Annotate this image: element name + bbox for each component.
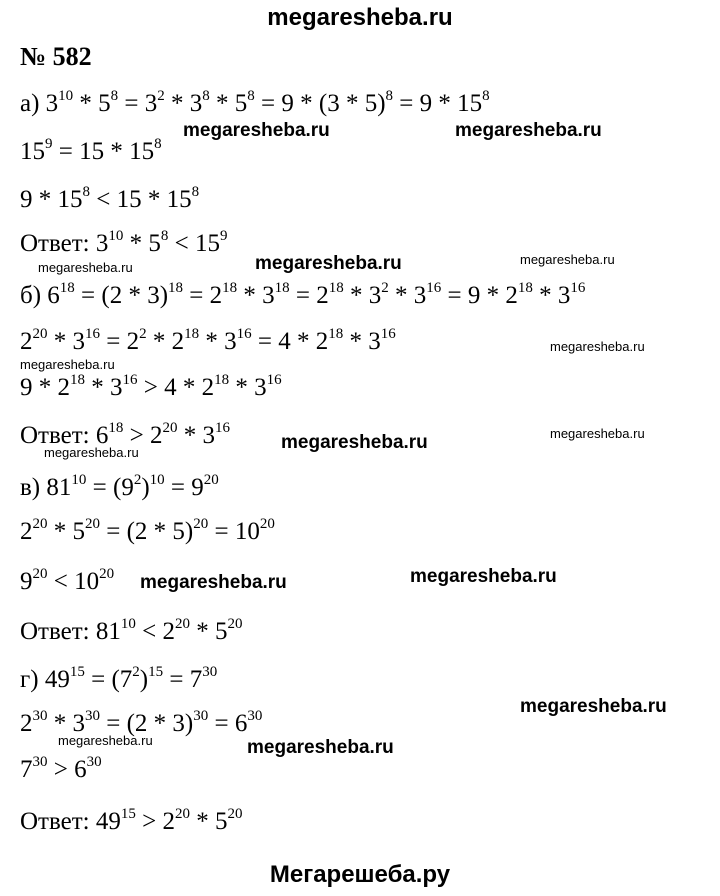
solution-line: Ответ: $3^{10} * 5^8 < 15^9$ xyxy=(20,228,228,257)
solution-line: $9^{20} < 10^{20}$ xyxy=(20,566,115,595)
solution-line: $15^9 = 15 * 15^8$ xyxy=(20,136,162,165)
watermark: megaresheba.ru xyxy=(550,339,645,354)
watermark: megaresheba.ru xyxy=(550,426,645,441)
watermark: megaresheba.ru xyxy=(255,253,402,274)
watermark: megaresheba.ru xyxy=(20,357,115,372)
site-footer: Мегарешеба.ру xyxy=(269,861,451,888)
solution-line: Ответ: $6^{18} > 2^{20} * 3^{16}$ xyxy=(20,420,230,449)
solution-line: $2^{20} * 5^{20} = (2 * 5)^{20} = 10^{20}$ xyxy=(20,516,275,545)
solution-line: $7^{30} > 6^{30}$ xyxy=(20,754,102,783)
site-header: megaresheba.ru xyxy=(267,4,453,31)
solution-line: $9 * 15^8 < 15 * 15^8$ xyxy=(20,184,200,213)
watermark: megaresheba.ru xyxy=(140,572,287,593)
watermark: megaresheba.ru xyxy=(520,696,667,717)
watermark: megaresheba.ru xyxy=(281,432,428,453)
solution-line: б) $6^{18} = (2 * 3)^{18} = 2^{18} * 3^{18} = 2^{18} * 3^2 * 3^{16} = 9 * 2^{18} * 3^{16}$ xyxy=(20,280,586,309)
solution-line: Ответ: $81^{10} < 2^{20} * 5^{20}$ xyxy=(20,616,243,645)
solution-line: $9 * 2^{18} * 3^{16} > 4 * 2^{18} * 3^{16}$ xyxy=(20,372,282,401)
solution-line: а) $3^{10} * 5^8 = 3^2 * 3^8 * 5^8 = 9 * (3 * 5)^8 = 9 * 15^8$ xyxy=(20,88,490,117)
problem-number: № 582 xyxy=(20,42,92,71)
watermark: megaresheba.ru xyxy=(410,566,557,587)
watermark: megaresheba.ru xyxy=(247,737,394,758)
solution-line: $2^{20} * 3^{16} = 2^2 * 2^{18} * 3^{16} = 4 * 2^{18} * 3^{16}$ xyxy=(20,326,396,355)
solution-line: г) $49^{15} = (7^2)^{15} = 7^{30}$ xyxy=(20,664,218,693)
watermark: megaresheba.ru xyxy=(44,445,139,460)
solution-line: Ответ: $49^{15} > 2^{20} * 5^{20}$ xyxy=(20,806,243,835)
watermark: megaresheba.ru xyxy=(183,120,330,141)
watermark: megaresheba.ru xyxy=(58,733,153,748)
watermark: megaresheba.ru xyxy=(455,120,602,141)
watermark: megaresheba.ru xyxy=(520,252,615,267)
watermark: megaresheba.ru xyxy=(38,260,133,275)
solution-line: в) $81^{10} = (9^2)^{10} = 9^{20}$ xyxy=(20,472,219,501)
solution-line: $2^{30} * 3^{30} = (2 * 3)^{30} = 6^{30}$ xyxy=(20,708,263,737)
